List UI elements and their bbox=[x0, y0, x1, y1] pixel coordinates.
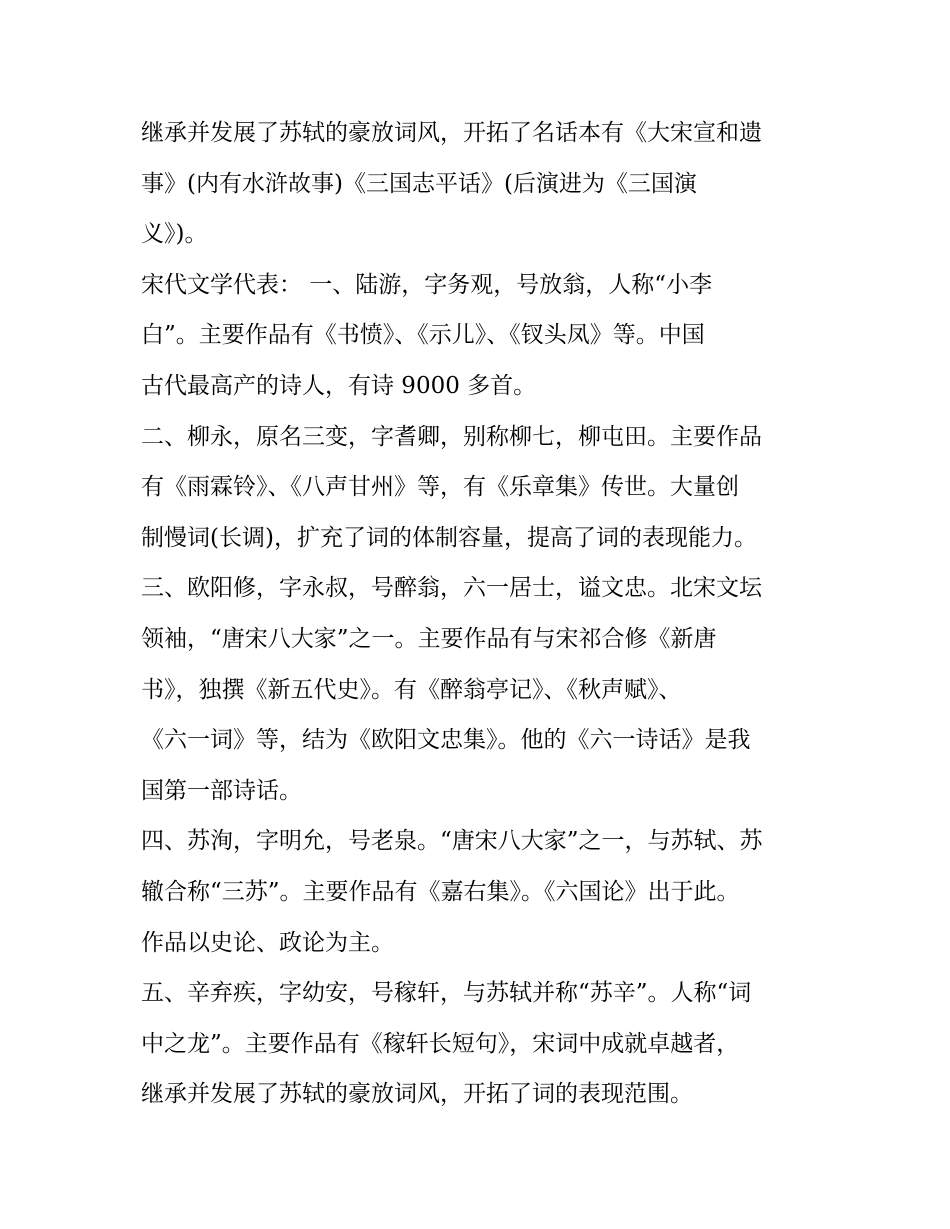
text-line: 三、欧阳修，字永叔，号醉翁，六一居士，谥文忠。北宋文坛 bbox=[141, 575, 762, 602]
text-line: 中之龙”。主要作品有《稼轩长短句》，宋词中成就卓越者， bbox=[141, 1030, 740, 1057]
text-line: 作品以史论、政论为主。 bbox=[141, 929, 394, 956]
text-line: 继承并发展了苏轼的豪放词风，开拓了名话本有《大宋宣和遗 bbox=[141, 120, 762, 146]
text-line: 《六一词》等，结为《欧阳文忠集》。他的《六一诗话》是我 bbox=[141, 727, 751, 754]
text-line: 书》，独撰《新五代史》。有《醉翁亭记》、《秋声赋》、 bbox=[141, 676, 682, 703]
text-line: 事》(内有水浒故事)《三国志平话》(后演进为《三国演 bbox=[141, 170, 697, 197]
text-line: 继承并发展了苏轼的豪放词风，开拓了词的表现范围。 bbox=[141, 1081, 693, 1108]
text-line: 五、辛弃疾，字幼安，号稼轩，与苏轼并称“苏辛”。人称“词 bbox=[141, 980, 752, 1007]
text-line: 国第一部诗话。 bbox=[141, 777, 302, 804]
text-line: 宋代文学代表： 一、陆游，字务观，号放翁，人称“小李 bbox=[141, 271, 713, 298]
text-line: 义》)。 bbox=[141, 221, 208, 248]
text-line: 辙合称“三苏”。主要作品有《嘉右集》。《六国论》出于此。 bbox=[141, 878, 740, 905]
text-line: 领袖，“唐宋八大家”之一。主要作品有与宋祁合修《新唐 bbox=[141, 625, 717, 652]
text-line: 白”。主要作品有《书愤》、《示儿》、《钗头凤》等。中国 bbox=[141, 322, 705, 349]
text-line: 四、苏洵，字明允，号老泉。“唐宋八大家”之一，与苏轼、苏 bbox=[141, 828, 763, 855]
text-line: 古代最高产的诗人，有诗 9000 多首。 bbox=[141, 372, 537, 399]
text-line: 二、柳永，原名三变，字耆卿，别称柳七，柳屯田。主要作品 bbox=[141, 423, 762, 450]
document-text bbox=[141, 108, 821, 1120]
text-line: 有《雨霖铃》、《八声甘州》等，有《乐章集》传世。大量创 bbox=[141, 474, 739, 501]
text-line: 制慢词(长调)，扩充了词的体制容量，提高了词的表现能力。 bbox=[141, 524, 757, 551]
